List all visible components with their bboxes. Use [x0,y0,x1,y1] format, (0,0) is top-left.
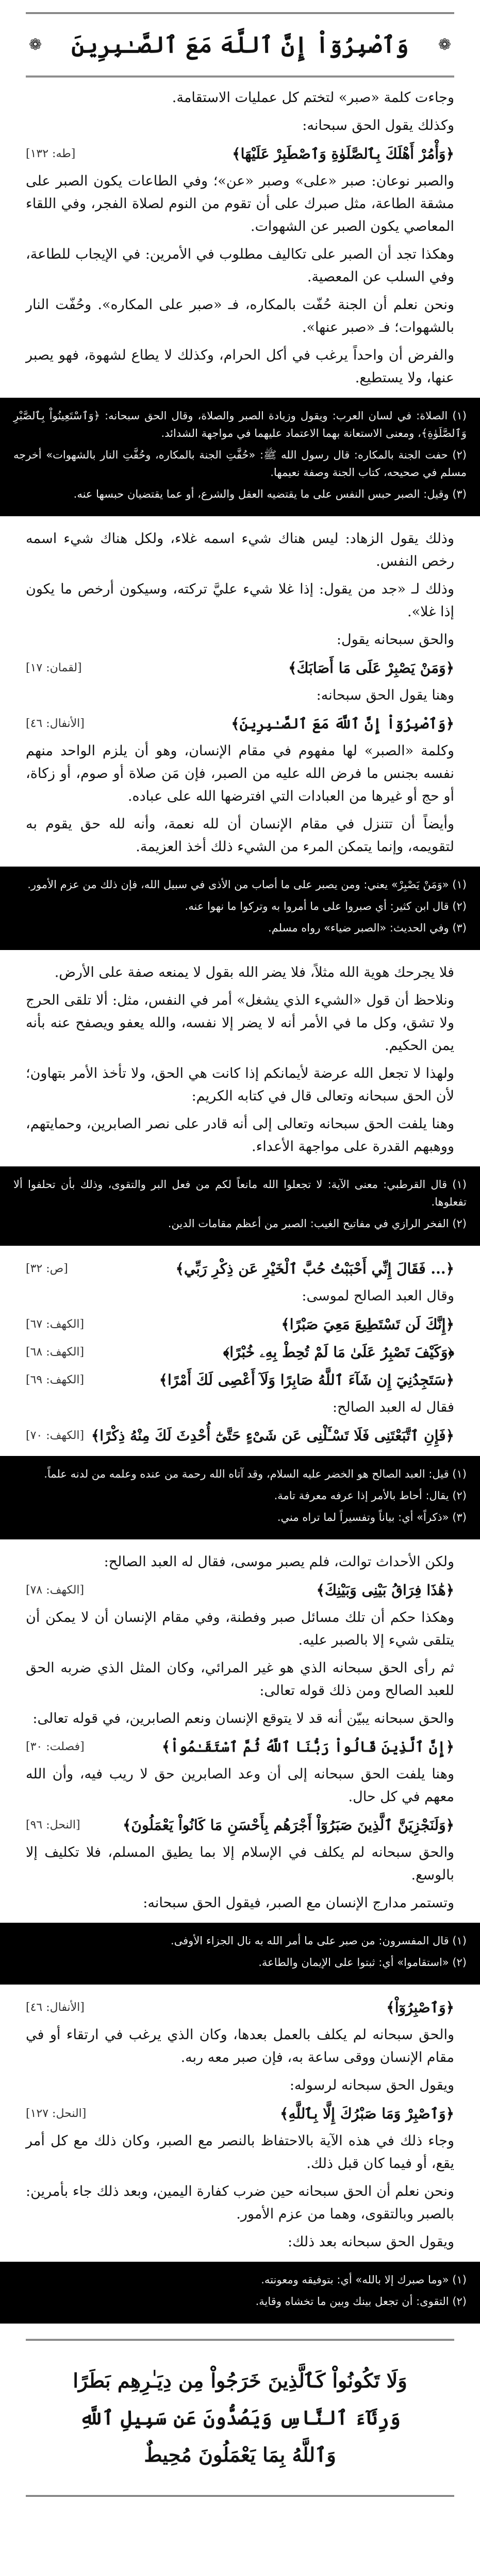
paragraph: والحق سبحانه لم يكلف بالعمل بعدها، وكان الذي يرغب في ارتقاء أو في مقام الإنسان ووقى ساعة به، فإن صبر معه ربه. [26,2027,454,2065]
paragraph: وكذلك يقول الحق سبحانه: [302,117,454,133]
footnote: (٣) «ذكراً» أي: بياناً وتفسيراً لما تراه مني. [277,1511,467,1523]
footnote: (٢) قال ابن كثير: أي صبروا على ما أمروا به وتركوا ما نهوا عنه. [185,900,467,912]
footnotes-block [0,1923,480,1985]
footer-verse-banner [26,2339,454,2497]
verse-text: ﴿وَٱصْبِرْ وَمَا صَبْرُكَ إِلَّا بِٱللَّهِ﴾ [280,2105,454,2122]
footnote: (٢) الفخر الرازي في مفاتيح الغيب: الصبر من أعظم مقامات الدين. [168,1217,467,1230]
quran-verse [26,1313,454,1336]
footnote: (٣) وفي الحديث: «الصبر ضياء» رواه مسلم. [268,922,467,934]
paragraph: فقال له العبد الصالح: [332,1399,454,1415]
verse-text: ﴿وَٱصْبِرُوٓاْ إِنَّ ٱللَّهَ مَعَ ٱلصَّـٰبِرِينَ﴾ [231,715,454,732]
header-banner-text: وَٱصْبِرُوٓاْ إِنَّ ٱللَّهَ مَعَ ٱلصَّـٰبِرِينَ [71,31,409,58]
footer-verse-line: وَلَا تَكُونُواْ كَٱلَّذِينَ خَرَجُواْ مِن دِيَـٰرِهِم بَطَرًا [73,2369,407,2392]
quran-verse [26,1996,454,2020]
paragraph: فلا يجرحك هوية الله مثلاً، فلا يضر الله بقول لا يمنعه صفة على الأرض. [54,964,454,980]
footnote: (١) قال المفسرون: من صبر على ما أمر الله به نال الجزاء الأوفى. [170,1935,467,1947]
footer-verse-line: وَرِئَآءَ ٱلنَّاسِ وَيَصُدُّونَ عَن سَبِيلِ ٱللَّهِ [79,2406,401,2429]
paragraph: وهنا يلفت الحق سبحانه وتعالى إلى أنه قادر على نصر الصابرين، وحمايتهم، ووهبهم القدرة على مواجهة الأعداء. [26,1116,454,1155]
footnotes-block [0,2262,480,2324]
verse-text: ﴿وَلَنَجْزِيَنَّ ٱلَّذِينَ صَبَرُوٓاْ أَجْرَهُم بِأَحْسَنِ مَا كَانُواْ يَعْمَلُونَ﴾ [123,1817,454,1834]
paragraph: وجاءت كلمة «صبر» لتختم كل عمليات الاستقامة. [172,90,454,106]
paragraph: وهنا يقول الحق سبحانه: [316,687,454,703]
footnote: (٣) وقيل: الصبر حبس النفس على ما يقتضيه العقل والشرع، أو عما يقتضيان حبسها عنه. [73,488,467,500]
footnote: (٢) حفت الجنة بالمكاره: قال رسول الله ﷺ: «حُفَّتِ الجنة بالمكاره، وحُفَّتِ النار بالشهوات» أخرجه مسلم في صحيحه، كتاب الجنة وصفة نعيمها. [13,449,467,479]
paragraph: ثم رأى الحق سبحانه الذي هو غير المرائي، وكان المثل الذي ضربه الحق للعبد الصالح ومن ذلك قوله تعالى: [26,1660,454,1699]
verse-reference: [ص: ٣٢] [26,1262,68,1275]
document-page [0,12,480,2497]
paragraph: ولكن الأحداث توالت، فلم يصبر موسى، فقال له العبد الصالح: [104,1554,454,1570]
verse-text: ﴿وَٱصْبِرُوٓاْ﴾ [386,1999,454,2016]
verse-reference: [الأنفال: ٤٦] [26,717,85,730]
paragraph: ولهذا لا تجعل الله عرضة لأيمانكم إذا كانت هي الحق، ولا تأخذ الأمر بتهاون؛ لأن الحق سبحانه وتعالى قال في كتابه الكريم: [26,1065,454,1104]
quran-verse [26,1814,454,1837]
footnote: (٢) يقال: أحاط بالأمر إذا عرفه معرفة تامة. [274,1489,467,1502]
paragraph: وذلك يقول الزهاد: ليس هناك شيء اسمه غلاء، ولكل هناك شيء اسمه رخص النفس. [26,531,454,569]
footnote: (٢) «استقاموا» أي: ثبتوا على الإيمان والطاعة. [258,1956,467,1969]
verse-reference: [النحل: ١٢٧] [26,2107,87,2120]
verse-text: ﴿... فَقَالَ إِنِّي أَحْبَبْتُ حُبَّ ٱلْخَيْرِ عَن ذِكْرِ رَبِّي﴾ [175,1260,454,1277]
verse-text: ﴿هَٰذَا فِرَاقُ بَيْنِى وَبَيْنِكَ﴾ [316,1582,454,1599]
paragraph: ويقول الحق سبحانه لرسوله: [289,2077,454,2093]
footnote: (١) قال القرطبي: معنى الآية: لا تجعلوا الله مانعاً لكم من فعل البر والتقوى، وذلك بأن تحلفوا ألا تفعلوها. [13,1178,467,1208]
footnotes-block [0,867,480,950]
footnote: (١) قيل: العبد الصالح هو الخضر عليه السلام، وقد آتاه الله رحمة من عنده وعلمه من لدنه علماً. [44,1468,467,1480]
quran-verse [26,1257,454,1281]
verse-reference: [الكهف: ٦٧] [26,1318,85,1331]
quran-verse [26,656,454,680]
verse-reference: [الكهف: ٧٨] [26,1584,85,1597]
verse-reference: [الكهف: ٦٩] [26,1374,85,1386]
paragraph: والحق سبحانه يقول: [336,632,454,648]
verse-reference: [الكهف: ٧٠] [26,1429,85,1442]
verse-reference: [الأنفال: ٤٦] [26,2001,85,2014]
verse-reference: [طه: ١٣٢] [26,147,76,160]
verse-reference: [الكهف: ٦٨] [26,1346,85,1359]
footnote: (٢) التقوى: أن تجعل بينك وبين ما تخشاه وقاية. [255,2295,467,2308]
verse-text: ﴿إِنَّكَ لَن تَسْتَطِيعَ مَعِيَ صَبْرًا﴾ [281,1316,454,1333]
verse-text: ﴿فَإِنِ ٱتَّبَعْتَنِى فَلَا تَسْـَٔلْنِى عَن شَىْءٍ حَتَّىٰٓ أُحْدِثَ لَكَ مِنْهُ ذِكْرًا﴾ [91,1427,454,1444]
paragraph: وهنا يلفت الحق سبحانه إلى أن وعد الصابرين حق لا ريب فيه، وأن الله معهم في كل حال. [26,1766,454,1805]
paragraph: ونلاحظ أن قول «الشيء الذي يشغل» أمر في النفس، مثل: ألا تلقى الحرج ولا تشق، وكل ما في الأمر أنه لا يضر إلا نفسه، والله يعفو ويصفح عنه بأنه يمن الحكيم. [26,992,454,1054]
ornament-left-icon: ❁ [29,36,42,54]
footnotes-block [0,398,480,516]
quran-verse [26,2102,454,2126]
verse-text: ﴿وَأْمُرْ أَهْلَكَ بِٱلصَّلَوٰةِ وَٱصْطَبِرْ عَلَيْهَا﴾ [232,145,454,162]
verse-text: ﴿وَمَنْ يَصْبِرْ عَلَى مَا أَصَابَكَ﴾ [288,659,454,676]
paragraph: ونحن نعلم أن الجنة حُفّت بالمكاره، فـ «صبر على المكاره». وحُفّت النار بالشهوات؛ فـ «صبر عنها». [26,297,454,335]
paragraph: وذلك لـ «جد من يقول: إذا غلا شيء عليَّ تركته، وسيكون أرخص ما يكون إذا غلا». [26,581,454,620]
verse-reference: [لقمان: ١٧] [26,662,82,674]
verse-reference: [النحل: ٩٦] [26,1819,80,1832]
paragraph: وهكذا حكم أن تلك مسائل صبر وفطنة، وفي مقام الإنسان أن لا يمكن أن يتلقى شيء إلا بالصبر عليه. [26,1609,454,1648]
quran-verse [26,1735,454,1759]
verse-text: ﴿وَكَيْفَ تَصْبِرُ عَلَىٰ مَا لَمْ تُحِطْ بِهِۦ خُبْرًا﴾ [223,1344,454,1361]
quran-verse [26,1424,454,1448]
paragraph: والحق سبحانه لم يكلف في الإسلام إلا بما يطيق المسلم، فلا تكليف إلا بالوسع. [26,1844,454,1883]
footnote: (١) «وما صبرك إلا بالله» أي: بتوفيقه ومعونته. [261,2274,467,2286]
paragraph: وجاء ذلك في هذه الآية بالاحتفاظ بالنصر مع الصبر، وكان ذلك مع كل أمر يقع، أو فيما كان قبل ذلك. [26,2133,454,2172]
paragraph: وتستمر مدارج الإنسان مع الصبر، فيقول الحق سبحانه: [143,1895,454,1911]
footnotes-block [0,1456,480,1539]
verse-reference: [فصلت: ٣٠] [26,1740,85,1753]
footer-verse-line: وَٱللَّهُ بِمَا يَعْمَلُونَ مُحِيطٌ [144,2443,336,2466]
quran-verse [26,1579,454,1602]
quran-verse [26,142,454,166]
ornament-right-icon: ❁ [438,36,451,54]
paragraph: وهكذا تجد أن الصبر على تكاليف مطلوب في الأمرين: في الإيجاب للطاعة، وفي السلب عن المعصية. [26,246,454,285]
verse-text: ﴿سَتَجِدُنِيٓ إِن شَآءَ ٱللَّهُ صَابِرًا وَلَآ أَعْصِى لَكَ أَمْرًا﴾ [159,1371,454,1388]
verse-text: ﴿إِنَّ ٱلَّذِينَ قَالُواْ رَبُّنَا ٱللَّهُ ثُمَّ ٱسْتَقَـٰمُواْ﴾ [161,1738,454,1755]
paragraph: والحق سبحانه يبيّن أنه قد لا يتوقع الإنسان ونعم الصابرين، في قوله تعالى: [32,1710,454,1726]
quran-verse [26,1341,454,1364]
paragraph: ونحن نعلم أن الحق سبحانه حين ضرب كفارة اليمين، وبعد ذلك جاء بأمرين: بالصبر وبالتقوى، وهما من عزم الأمور. [26,2183,454,2222]
paragraph: والصبر نوعان: صبر «على» وصبر «عن»؛ وفي الطاعات يكون الصبر على مشقة الطاعة، مثل صبرك على أن تقوم من النوم لصلاة الفجر، وفي اللقاء المعاصي يكون الصبر عن الشهوات. [26,173,454,234]
quran-verse [26,712,454,736]
header-banner [26,12,454,77]
paragraph: وكلمة «الصبر» لها مفهوم في مقام الإنسان، وهو أن يلزم الواحد منهم نفسه بجنس ما فرض الله عليه من الصبر، فإن مَن صلاة أو صوم، أو زكاة، أو حج أو غيرها من العبادات التي افترضها الله على عباده. [26,743,454,804]
paragraph: ويقول الحق سبحانه بعد ذلك: [287,2234,454,2250]
paragraph: وقال العبد الصالح لموسى: [302,1288,454,1304]
footnotes-block [0,1166,480,1246]
footnote: (١) الصلاة: في لسان العرب: ويقول وزيادة الصبر والصلاة، وقال الحق سبحانه: ﴿وَٱسْتَعِينُواْ بِٱلصَّبْرِ وَٱلصَّلَوٰةِ﴾، ومعنى الاستعانة بهما الاعتماد عليهما في مواجهة الشدائد. [13,410,467,439]
paragraph: والفرض أن واحداً يرغب في أكل الحرام، وكذلك لا يطاع لشهوة، فهو يصبر عنها، ولا يستطيع. [26,347,454,386]
quran-verse [26,1368,454,1392]
paragraph: وأيضاً أن تتنزل في مقام الإنسان أن لله نعمة، وأنه لله حق يقوم به لتقويمه، وإنما يتمكن المرء من الشيء ذلك أخذ العزيمة. [26,816,454,855]
footnote: (١) «وَمَنْ يَصْبِرْ» يعني: ومن يصبر على ما أصاب من الأذى في سبيل الله، فإن ذلك من عزم الأمور. [27,878,467,891]
